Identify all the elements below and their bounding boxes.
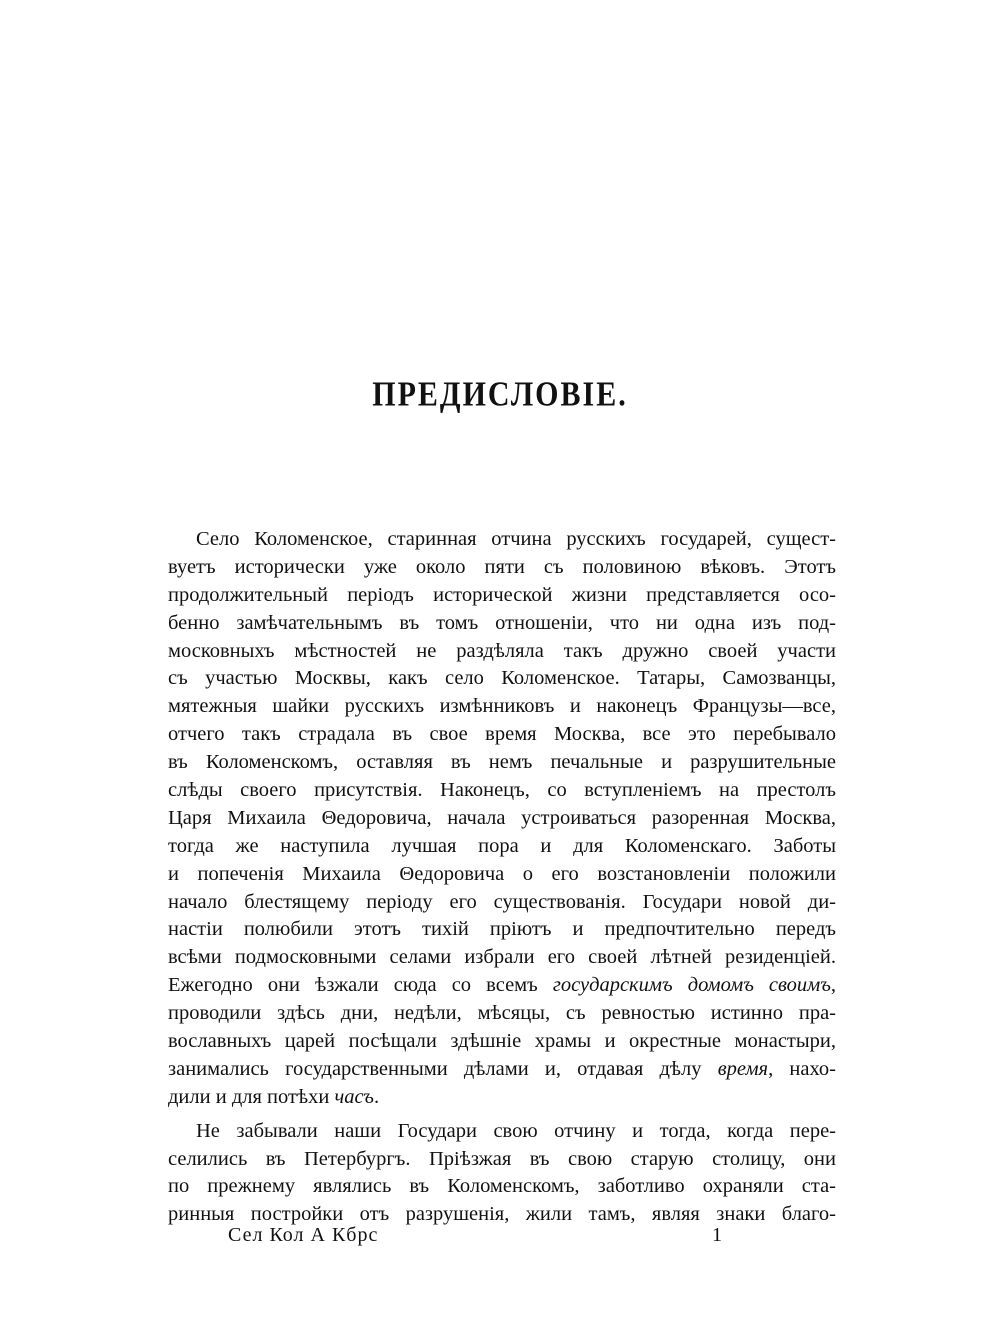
text-line: ринныя постройки отъ разрушенія, жили тамъ, являя знаки благо- [168,1203,836,1226]
text-line: съ участью Москвы, какъ село Коломенское. Татары, Самозванцы, [168,667,836,690]
text-line: продолжительный періодъ исторической жизни представляется осо- [168,583,836,606]
text-line: занимались государственными дѣлами и, отдавая дѣлу время, нахо- [168,1057,836,1080]
text-line: московныхъ мѣстностей не раздѣляла такъ дружно своей участи [168,639,836,662]
text-line: и попеченія Михаила Θедоровича о его возстановленіи положили [168,862,836,885]
text-line: вуетъ исторически уже около пяти съ половиною вѣковъ. Этотъ [168,555,836,578]
body-text [168,526,836,1229]
text-line: бенно замѣчательнымъ въ томъ отношеніи, что ни одна изъ под- [168,611,836,634]
page-number: 1 [712,1224,722,1246]
text-line: по прежнему являлись въ Коломенскомъ, заботливо охраняли ста- [168,1175,836,1198]
page-title: ПРЕДИСЛОВІЕ. [372,375,628,414]
text-line: Ежегодно они ѣзжали сюда со всемъ государскимъ домомъ своимъ, [168,974,837,997]
italic-phrase: часъ [334,1085,374,1108]
text-line: проводили здѣсь дни, недѣли, мѣсяцы, съ ревностью истинно пра- [168,1002,836,1025]
text-line: слѣды своего присутствія. Наконецъ, со вступленіемъ на престолъ [168,779,836,802]
italic-phrase: государскимъ домомъ своимъ [552,974,831,997]
text-line: настіи полюбили этотъ тихій пріютъ и предпочтительно передъ [168,918,836,941]
text-line: селились въ Петербургъ. Пріѣзжая въ свою старую столицу, они [168,1147,836,1170]
printer-signature: Сел Кол А Кбрс [228,1224,379,1246]
page-footer [0,1224,1000,1252]
text-line: вославныхъ царей посѣщали здѣшніе храмы и окрестные монастыри, [168,1030,836,1053]
text-line: всѣми подмосковными селами избрали его своей лѣтней резиденціей. [168,946,836,969]
text-line: Село Коломенское, старинная отчина русскихъ государей, сущест- [196,528,836,550]
italic-phrase: время [717,1057,769,1080]
text-line: тогда же наступила лучшая пора и для Коломенскаго. Заботы [168,834,836,857]
text-line: Царя Михаила Θедоровича, начала устроиваться разоренная Москва, [168,806,836,829]
text-line: дили и для потѣхи часъ. [168,1085,380,1108]
text-line: въ Коломенскомъ, оставляя въ немъ печальные и разрушительные [168,751,836,774]
text-line: Не забывали наши Государи свою отчину и тогда, когда пере- [196,1119,836,1142]
text-line: мятежныя шайки русскихъ измѣнниковъ и наконецъ Французы—все, [168,695,836,718]
text-line: отчего такъ страдала въ свое время Москва, все это перебывало [168,723,836,746]
text-line: начало блестящему періоду его существованія. Государи новой ди- [168,890,836,913]
